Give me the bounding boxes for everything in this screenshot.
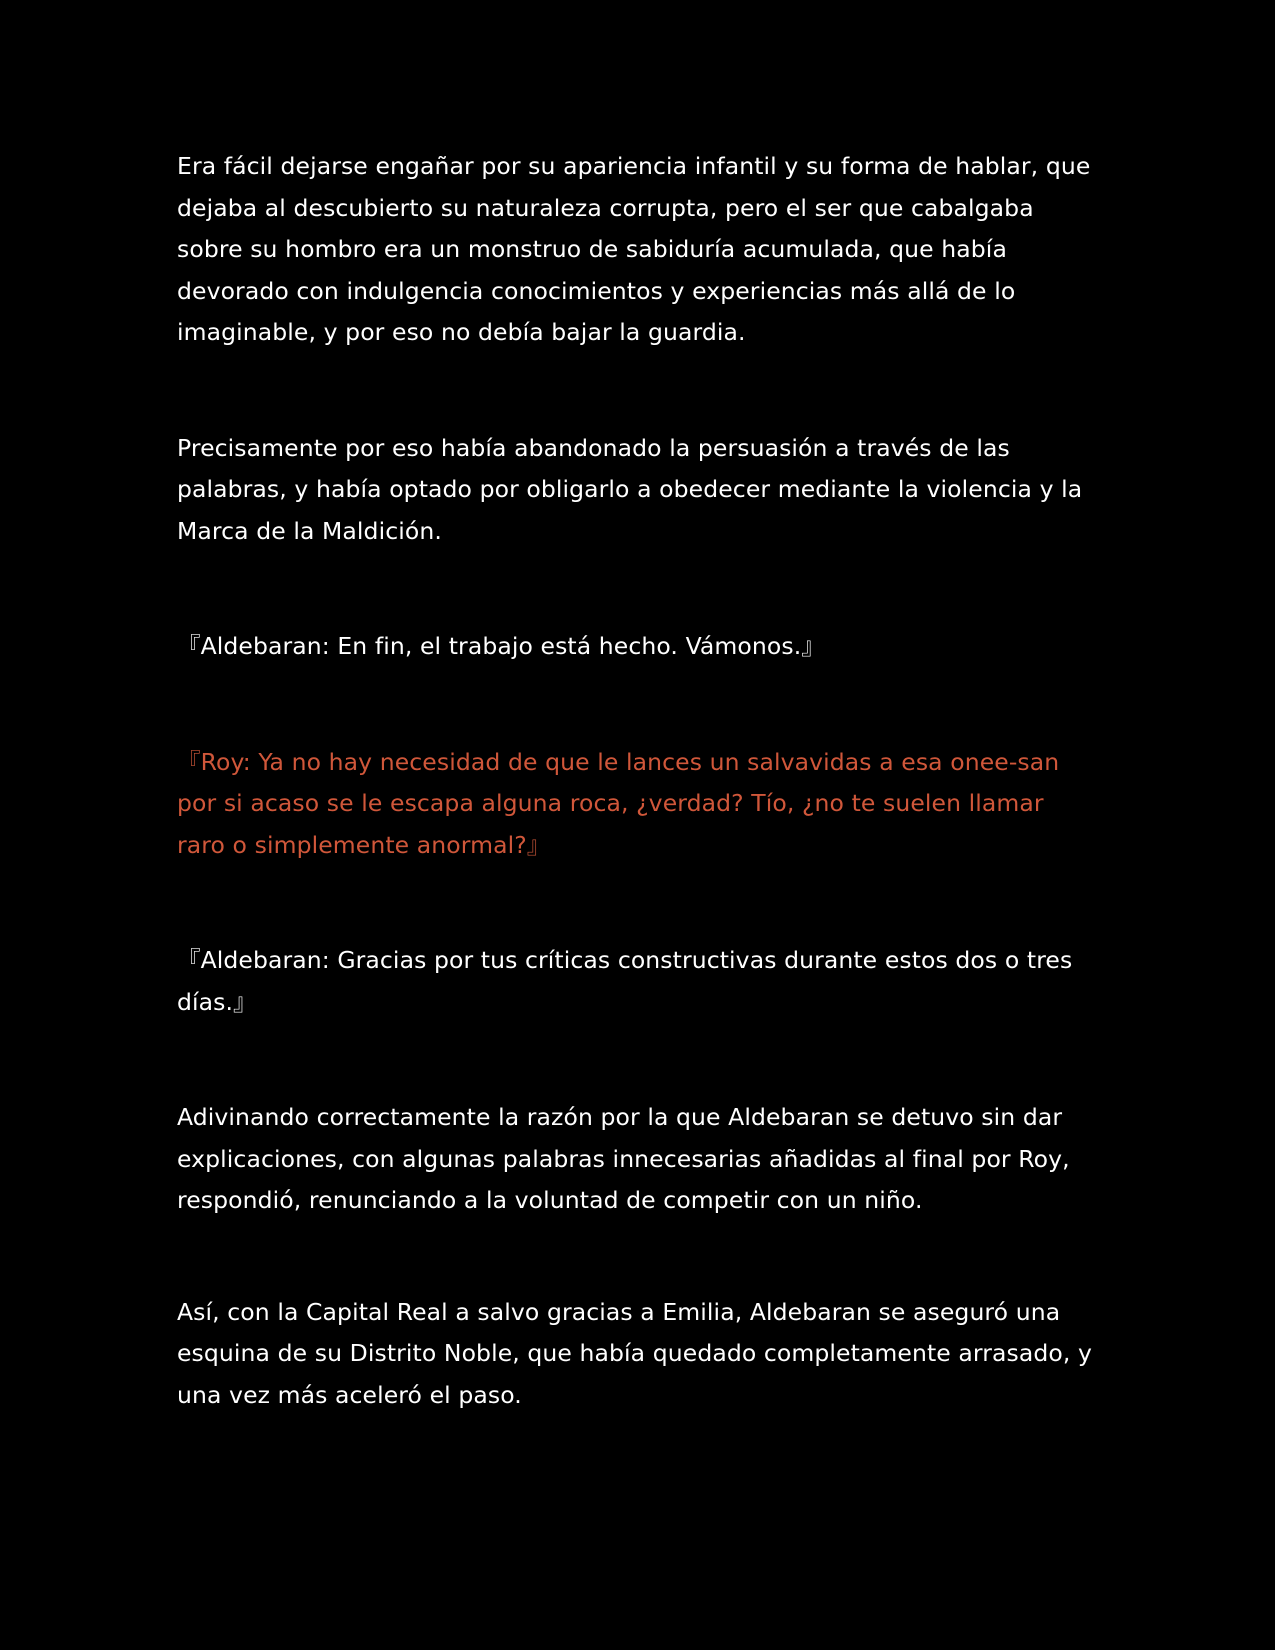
narration-paragraph-3: Adivinando correctamente la razón por la que Aldebaran se detuvo sin dar explicaciones, con algunas palabras innecesarias añadidas al final por Roy, respondió, renunciando a la voluntad de competir con un niño. [177, 1103, 1070, 1214]
narration-paragraph-2: Precisamente por eso había abandonado la persuasión a través de las palabras, y había optado por obligarlo a obedecer mediante la violencia y la Marca de la Maldición. [177, 433, 1083, 545]
narration-paragraph-1: Era fácil dejarse engañar por su apariencia infantil y su forma de hablar, que dejaba al descubierto su naturaleza corrupta, pero el ser que cabalgaba sobre su hombro era un monstruo de sabiduría acumulada, que había devorado con indulgencia conocimientos y experiencias más allá de lo imaginable, y por eso no debía bajar la guardia. [177, 152, 1091, 346]
text-body [177, 146, 1097, 1416]
dialogue-aldebaran-2: 『Aldebaran: Gracias por tus críticas constructivas durante estos dos o tres días.』 [177, 946, 1073, 1016]
dialogue-aldebaran-1: 『Aldebaran: En fin, el trabajo está hecho. Vámonos.』 [177, 632, 825, 660]
narration-paragraph-4: Así, con la Capital Real a salvo gracias a Emilia, Aldebaran se aseguró una esquina de su Distrito Noble, que había quedado completamente arrasado, y una vez más aceleró el paso. [177, 1297, 1092, 1409]
dialogue-roy: 『Roy: Ya no hay necesidad de que le lances un salvavidas a esa onee-san por si acaso se le escapa alguna roca, ¿verdad? Tío, ¿no te suelen llamar raro o simplemente anormal?』 [177, 747, 1060, 859]
